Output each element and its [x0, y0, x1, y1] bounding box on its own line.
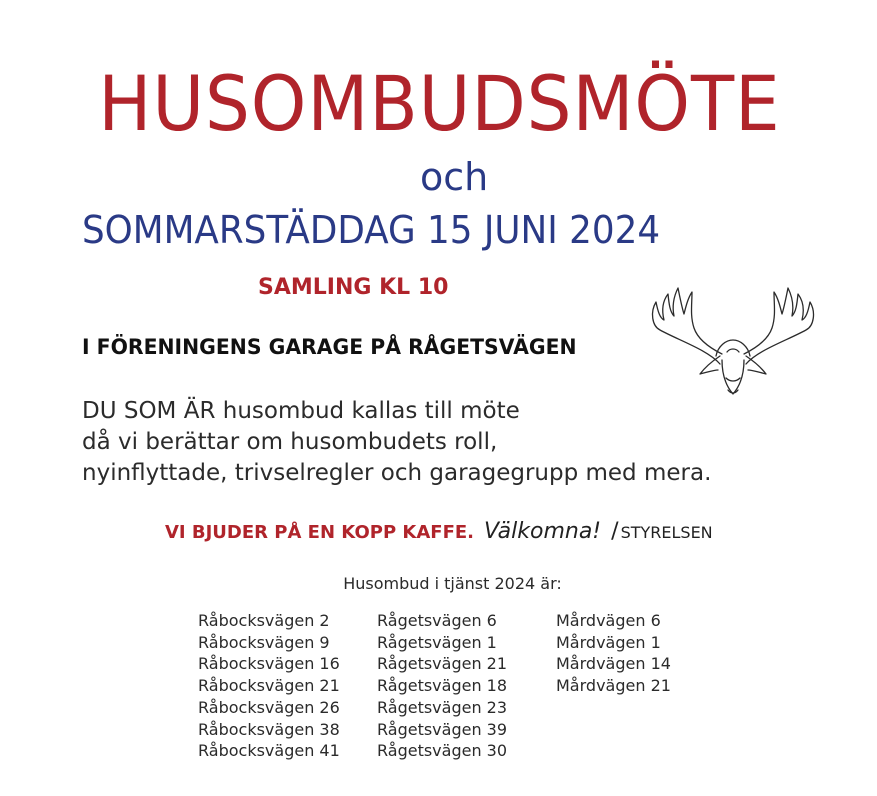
signature-slash: / — [611, 519, 619, 544]
signature — [611, 518, 713, 547]
description-line: DU SOM ÄR husombud kallas till möte — [82, 398, 520, 424]
list-item: Mårdvägen 14 — [556, 654, 671, 674]
description-line: nyinflyttade, trivselregler och garagegrupp med mera. — [82, 460, 712, 486]
description-line: då vi berättar om husombudets roll, — [82, 429, 498, 455]
moose-antlers-icon — [648, 282, 818, 402]
list-item: Rågetsvägen 18 — [377, 676, 508, 696]
title-conjunction: och — [420, 155, 489, 199]
event-subtitle: SOMMARSTÄDDAG 15 JUNI 2024 — [82, 208, 661, 252]
representatives-column-mardvagen — [556, 610, 671, 697]
signature-text: STYRELSEN — [620, 523, 713, 542]
list-item: Mårdvägen 1 — [556, 632, 661, 652]
list-item: Rågetsvägen 6 — [377, 611, 497, 630]
list-item: Råbocksvägen 38 — [198, 719, 340, 739]
list-item: Rågetsvägen 21 — [377, 654, 508, 674]
list-item: Rågetsvägen 1 — [377, 632, 497, 652]
list-item: Råbocksvägen 41 — [198, 741, 340, 761]
representatives-column-ragetsvagen — [377, 610, 507, 762]
list-item: Rågetsvägen 23 — [377, 697, 508, 717]
list-item: Råbocksvägen 21 — [198, 676, 340, 696]
meeting-time: SAMLING KL 10 — [258, 275, 449, 300]
list-item: Råbocksvägen 26 — [198, 697, 340, 717]
coffee-invitation: VI BJUDER PÅ EN KOPP KAFFE. — [165, 522, 475, 543]
list-item: Mårdvägen 6 — [556, 611, 661, 630]
invitation-row — [165, 518, 713, 547]
representatives-heading: Husombud i tjänst 2024 är: — [343, 574, 562, 593]
list-item: Rågetsvägen 39 — [377, 719, 508, 739]
list-item: Råbocksvägen 16 — [198, 654, 340, 674]
representatives-column-rabocksvagen — [198, 610, 340, 762]
list-item: Råbocksvägen 9 — [198, 632, 330, 652]
meeting-description — [82, 396, 711, 489]
list-item: Rågetsvägen 30 — [377, 741, 508, 761]
list-item: Mårdvägen 21 — [556, 676, 671, 696]
page-title: HUSOMBUDSMÖTE — [98, 59, 781, 148]
list-item: Råbocksvägen 2 — [198, 611, 330, 630]
welcome-text: Välkomna! — [484, 519, 602, 544]
meeting-location: I FÖRENINGENS GARAGE PÅ RÅGETSVÄGEN — [82, 335, 577, 359]
